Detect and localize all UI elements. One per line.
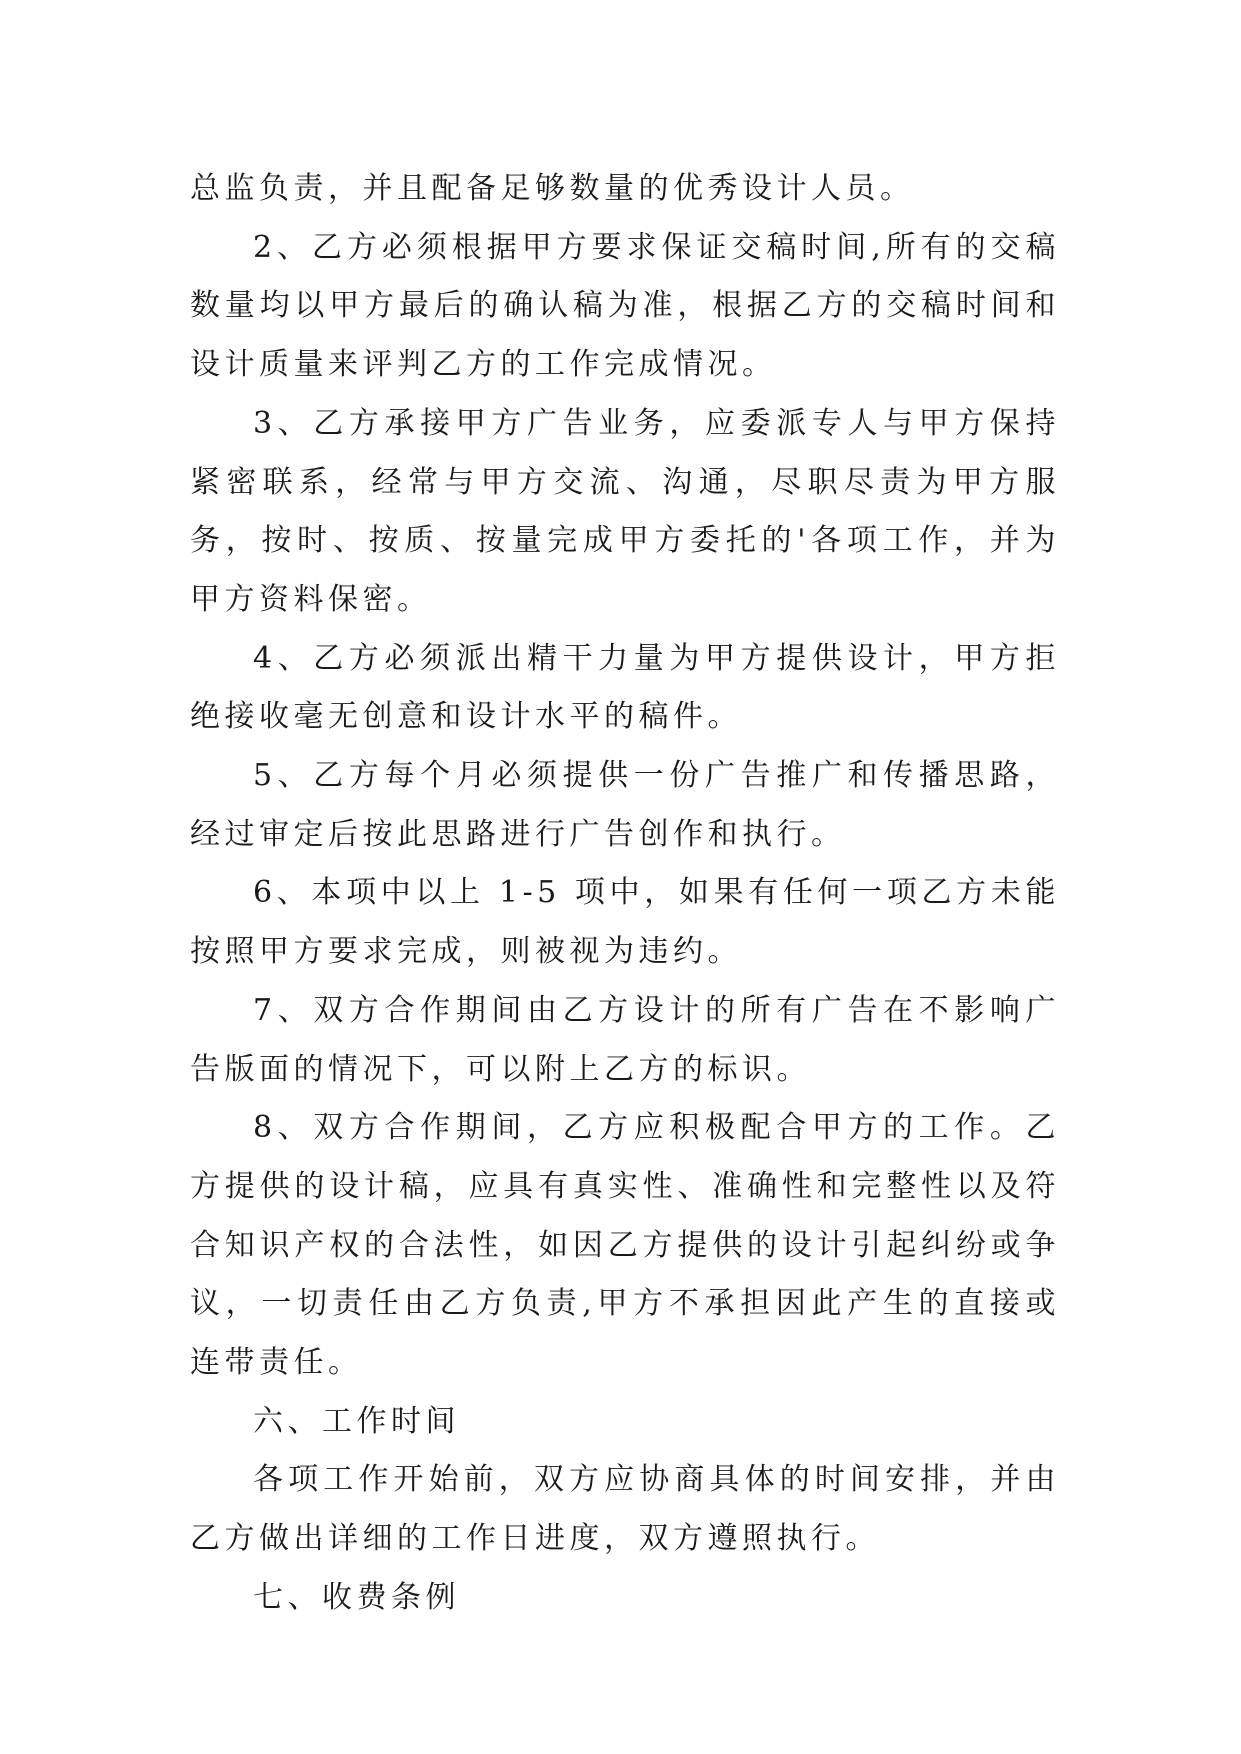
section-heading-work-time: 六、工作时间	[253, 1403, 460, 1439]
clause-4: 4、乙方必须派出精干力量为甲方提供设计，甲方拒绝接收毫无创意和设计水平的稿件。	[190, 640, 1060, 735]
clause-2: 2、乙方必须根据甲方要求保证交稿时间,所有的交稿数量均以甲方最后的确认稿为准，根据乙方的交稿时间和设计质量来评判乙方的工作完成情况。	[190, 229, 1060, 383]
section-heading-fees: 七、收费条例	[253, 1579, 460, 1615]
clause-6: 6、本项中以上 1-5 项中，如果有任何一项乙方未能按照甲方要求完成，则被视为违约。	[190, 875, 1060, 970]
clause-3: 3、乙方承接甲方广告业务，应委派专人与甲方保持紧密联系，经常与甲方交流、沟通，尽职尽责为甲方服务，按时、按质、按量完成甲方委托的'各项工作，并为甲方资料保密。	[190, 405, 1060, 617]
work-time-paragraph: 各项工作开始前，双方应协商具体的时间安排，并由乙方做出详细的工作日进度，双方遵照执行。	[190, 1462, 1060, 1557]
clause-7: 7、双方合作期间由乙方设计的所有广告在不影响广告版面的情况下，可以附上乙方的标识。	[190, 992, 1060, 1087]
document-body	[190, 160, 1060, 1628]
clause-5: 5、乙方每个月必须提供一份广告推广和传播思路，经过审定后按此思路进行广告创作和执行。	[190, 758, 1060, 852]
paragraph-continuation: 总监负责，并且配备足够数量的优秀设计人员。	[190, 171, 915, 206]
clause-8: 8、双方合作期间，乙方应积极配合甲方的工作。乙方提供的设计稿，应具有真实性、准确性和完整性以及符合知识产权的合法性，如因乙方提供的设计引起纠纷或争议，一切责任由乙方负责,甲方不承担因此产生的直接或连带责任。	[190, 1110, 1060, 1381]
